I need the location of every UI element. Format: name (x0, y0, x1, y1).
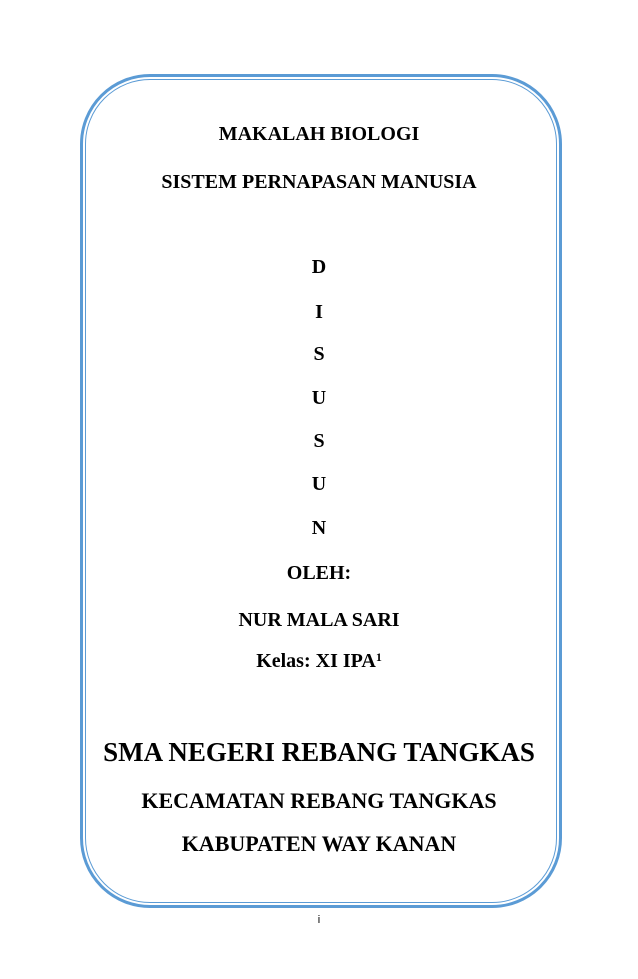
page-number: i (317, 914, 321, 926)
district-name: KECAMATAN REBANG TANGKAS (141, 788, 497, 813)
regency-name: KABUPATEN WAY KANAN (181, 831, 457, 856)
school-name: SMA NEGERI REBANG TANGKAS (103, 737, 535, 767)
disusun-letter-d: D (311, 256, 327, 278)
disusun-letter-n: N (311, 517, 327, 539)
author-class-label: Kelas: XI IPA (256, 650, 376, 672)
disusun-letter-i: I (315, 301, 323, 323)
document-subtitle: SISTEM PERNAPASAN MANUSIA (161, 171, 477, 193)
disusun-letter-u1: U (311, 387, 327, 409)
author-by-label: OLEH: (286, 562, 352, 584)
disusun-letter-u2: U (311, 473, 327, 495)
author-name: NUR MALA SARI (238, 609, 400, 631)
document-title: MAKALAH BIOLOGI (218, 123, 420, 145)
author-class-superscript: 1 (375, 650, 382, 664)
author-class (0, 649, 638, 673)
disusun-letter-s2: S (313, 430, 325, 452)
disusun-letter-s1: S (313, 343, 325, 365)
